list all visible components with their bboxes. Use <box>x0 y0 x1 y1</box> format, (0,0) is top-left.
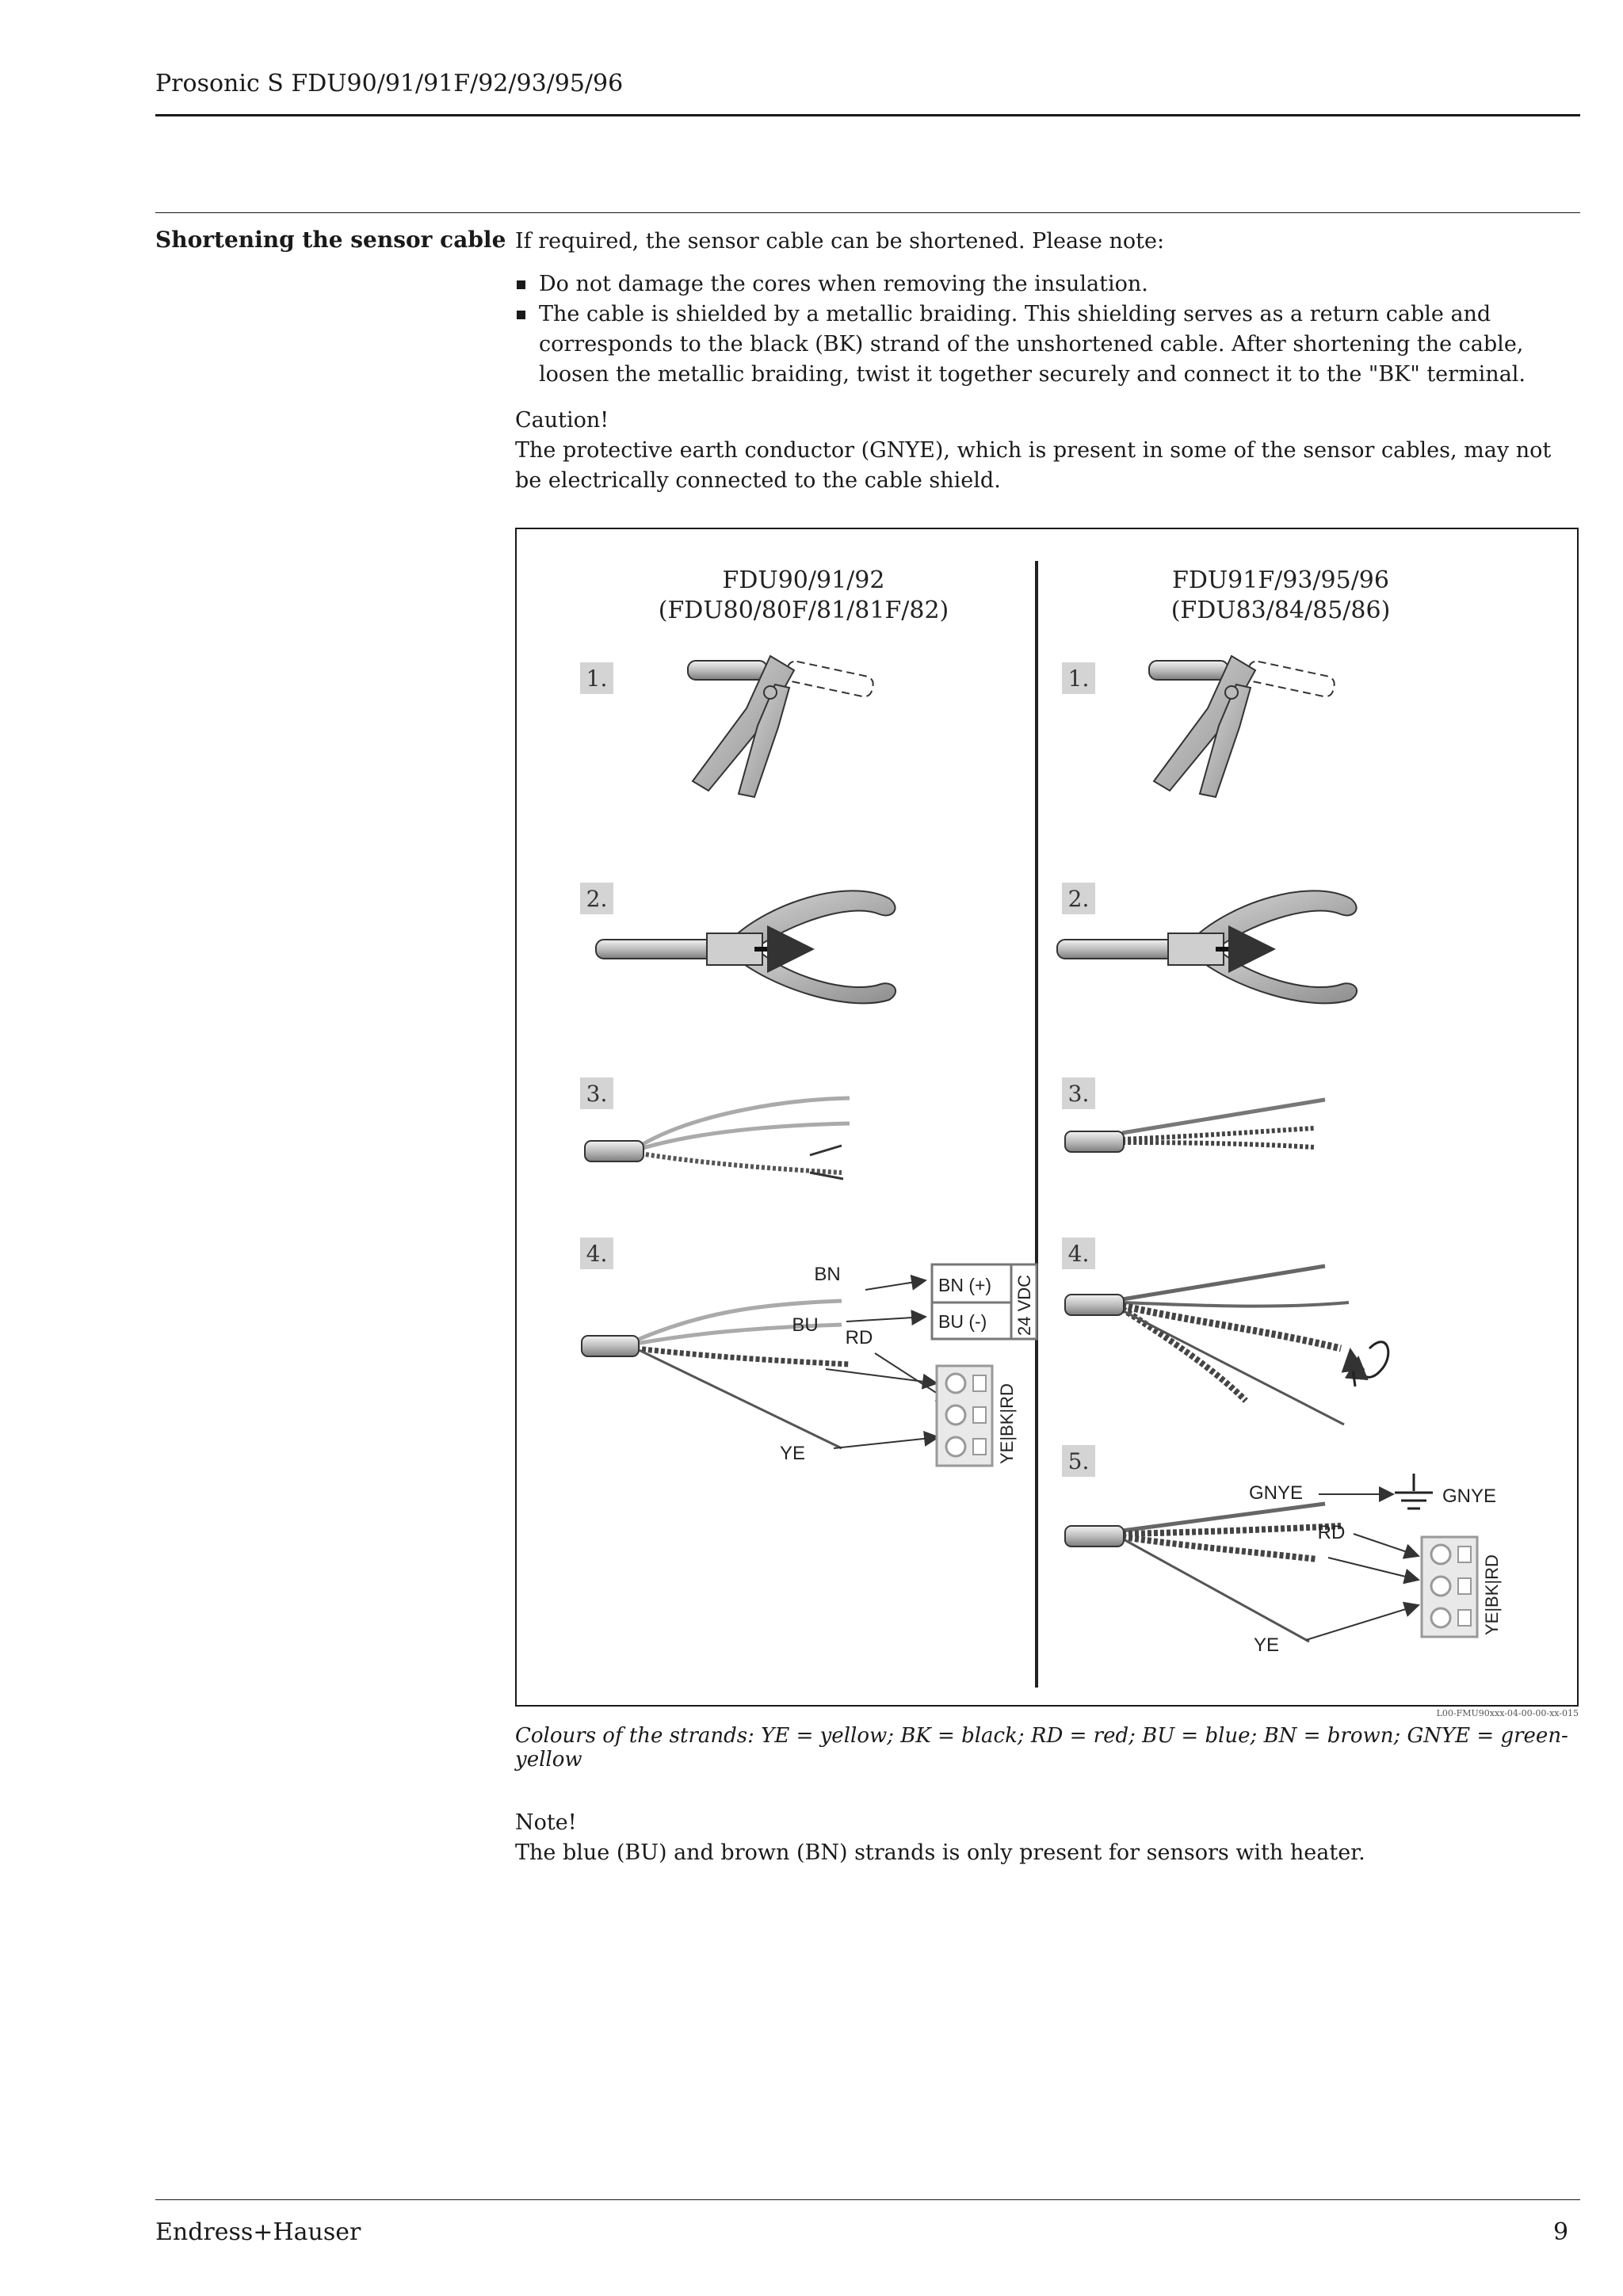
wire-stripper-icon <box>596 891 896 1003</box>
step-label: 4. <box>586 1241 608 1267</box>
step-label: 3. <box>586 1081 608 1107</box>
ground-label-gnye: GNYE <box>1442 1486 1497 1507</box>
wire-label-bn: BN <box>814 1264 841 1285</box>
step-label: 5. <box>1067 1448 1090 1474</box>
wire-label-rd: RD <box>1317 1522 1346 1543</box>
terminal-label-bu: BU (-) <box>938 1311 987 1332</box>
ground-icon <box>1395 1474 1433 1508</box>
wire-stripper-icon <box>1057 891 1357 1003</box>
connection-right-icon <box>1065 1504 1341 1642</box>
wire-label-rd: RD <box>845 1327 873 1348</box>
right-title-1: FDU91F/93/95/96 <box>1172 566 1389 594</box>
left-title-2: (FDU80/80F/81/81F/82) <box>658 597 949 624</box>
stripped-cable-icon <box>585 1098 850 1179</box>
step-label: 4. <box>1067 1241 1090 1267</box>
right-title-2: (FDU83/84/85/86) <box>1170 597 1391 624</box>
caution-text: The protective earth conductor (GNYE), which is present in some of the sensor cables, may not be electrically connected to the cable shield. <box>515 438 1552 493</box>
intro-text: If required, the sensor cable can be shortened. Please note: <box>515 229 1165 254</box>
wire-label-bu: BU <box>792 1314 819 1336</box>
terminal-block-left <box>937 1366 992 1466</box>
section-rule <box>155 212 1580 213</box>
left-title-1: FDU90/91/92 <box>722 566 885 594</box>
terminal-block-label: YE|BK|RD <box>1482 1554 1502 1635</box>
wire-label-ye: YE <box>779 1443 806 1464</box>
page-number: 9 <box>1553 2218 1569 2246</box>
header-rule <box>155 114 1580 116</box>
step-label: 3. <box>1067 1081 1090 1107</box>
step-label: 2. <box>1067 886 1090 912</box>
bullet-list <box>515 269 1581 390</box>
section-title: Shortening the sensor cable <box>155 227 506 253</box>
cable-diagram <box>515 528 1579 1707</box>
side-cutters-icon <box>1149 656 1336 797</box>
terminal-block-right <box>1422 1537 1477 1637</box>
step-label: 2. <box>586 886 608 912</box>
figure-caption: Colours of the strands: YE = yellow; BK = black; RD = red; BU = blue; BN = brown; GNYE = green-yellow <box>515 1724 1568 1772</box>
wire-label-ye: YE <box>1253 1634 1280 1656</box>
note-block <box>515 1808 1581 1868</box>
twist-braid-icon <box>1065 1266 1349 1425</box>
note-text: The blue (BU) and brown (BN) strands is only present for sensors with heater. <box>515 1840 1365 1865</box>
step-label: 1. <box>586 666 608 692</box>
footer-brand: Endress+Hauser <box>155 2218 361 2246</box>
figure-reference: L00-FMU90xxx-04-00-00-xx-015 <box>1436 1708 1579 1718</box>
side-cutters-icon <box>688 656 875 797</box>
stripped-cable-icon <box>1065 1100 1325 1152</box>
step-label: 1. <box>1067 666 1090 692</box>
bullet-item: The cable is shielded by a metallic braiding. This shielding serves as a return cable and corresponds to the black (BK) strand of the unshortened cable. After shortening the cable, loosen the metallic braiding, twist it together securely and connect it to the "BK" terminal. <box>515 299 1581 390</box>
note-label: Note! <box>515 1810 577 1835</box>
caution-block <box>515 406 1581 496</box>
diagram-svg <box>517 529 1580 1708</box>
caution-label: Caution! <box>515 408 609 433</box>
terminal-block-label: YE|BK|RD <box>997 1383 1017 1464</box>
running-header: Prosonic S FDU90/91/91F/92/93/95/96 <box>155 70 624 97</box>
wire-label-gnye: GNYE <box>1248 1482 1304 1504</box>
bullet-item: Do not damage the cores when removing the insulation. <box>515 269 1581 299</box>
terminal-label-bn: BN (+) <box>938 1275 992 1295</box>
footer-rule <box>155 2199 1580 2200</box>
twist-arrow-icon <box>1350 1342 1388 1386</box>
voltage-label: 24 VDC <box>1014 1274 1034 1336</box>
